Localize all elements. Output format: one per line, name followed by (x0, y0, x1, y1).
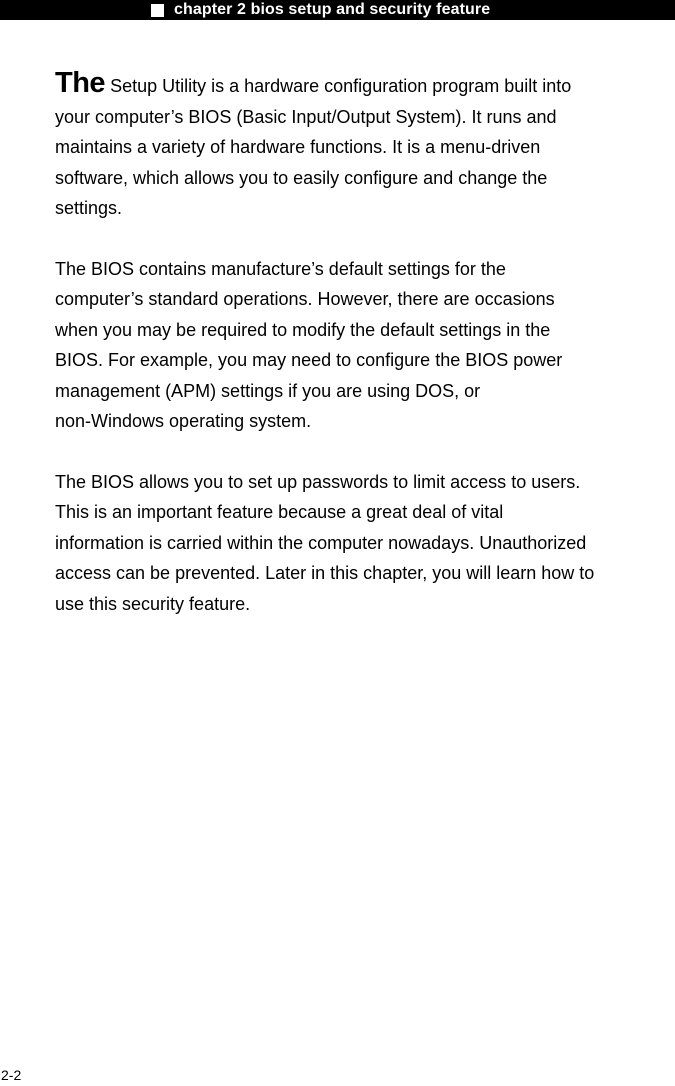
paragraph-intro (55, 68, 675, 224)
body-content (55, 68, 675, 619)
chapter-header (151, 0, 490, 20)
paragraph-intro-text: Setup Utility is a hardware configuration program built into your computer’s BIOS (Basic Input/Output System). It runs and maintains a variety of hardware functions. It is a menu-driven software, which allows you to easily configure and change the settings. (55, 76, 572, 218)
paragraph-default-settings: The BIOS contains manufacture’s default settings for the computer’s standard operations. However, there are occasions when you may be required to modify the default settings in the BIOS. For example, you may need to configure the BIOS power management (APM) settings if you are using DOS, or non-Windows operating system. (55, 258, 563, 431)
chapter-header-bar (0, 0, 675, 20)
chapter-title: chapter 2 bios setup and security feature (174, 1, 491, 18)
page-number: 2-2 (1, 1067, 22, 1083)
square-bullet-icon (151, 4, 164, 17)
paragraph-security: The BIOS allows you to set up passwords to limit access to users. This is an important feature because a great deal of vital information is carried within the computer nowadays. Unauthorized access can be prevented. Later in this chapter, you will learn how to use this security feature. (55, 471, 595, 614)
lead-word: The (55, 67, 106, 99)
